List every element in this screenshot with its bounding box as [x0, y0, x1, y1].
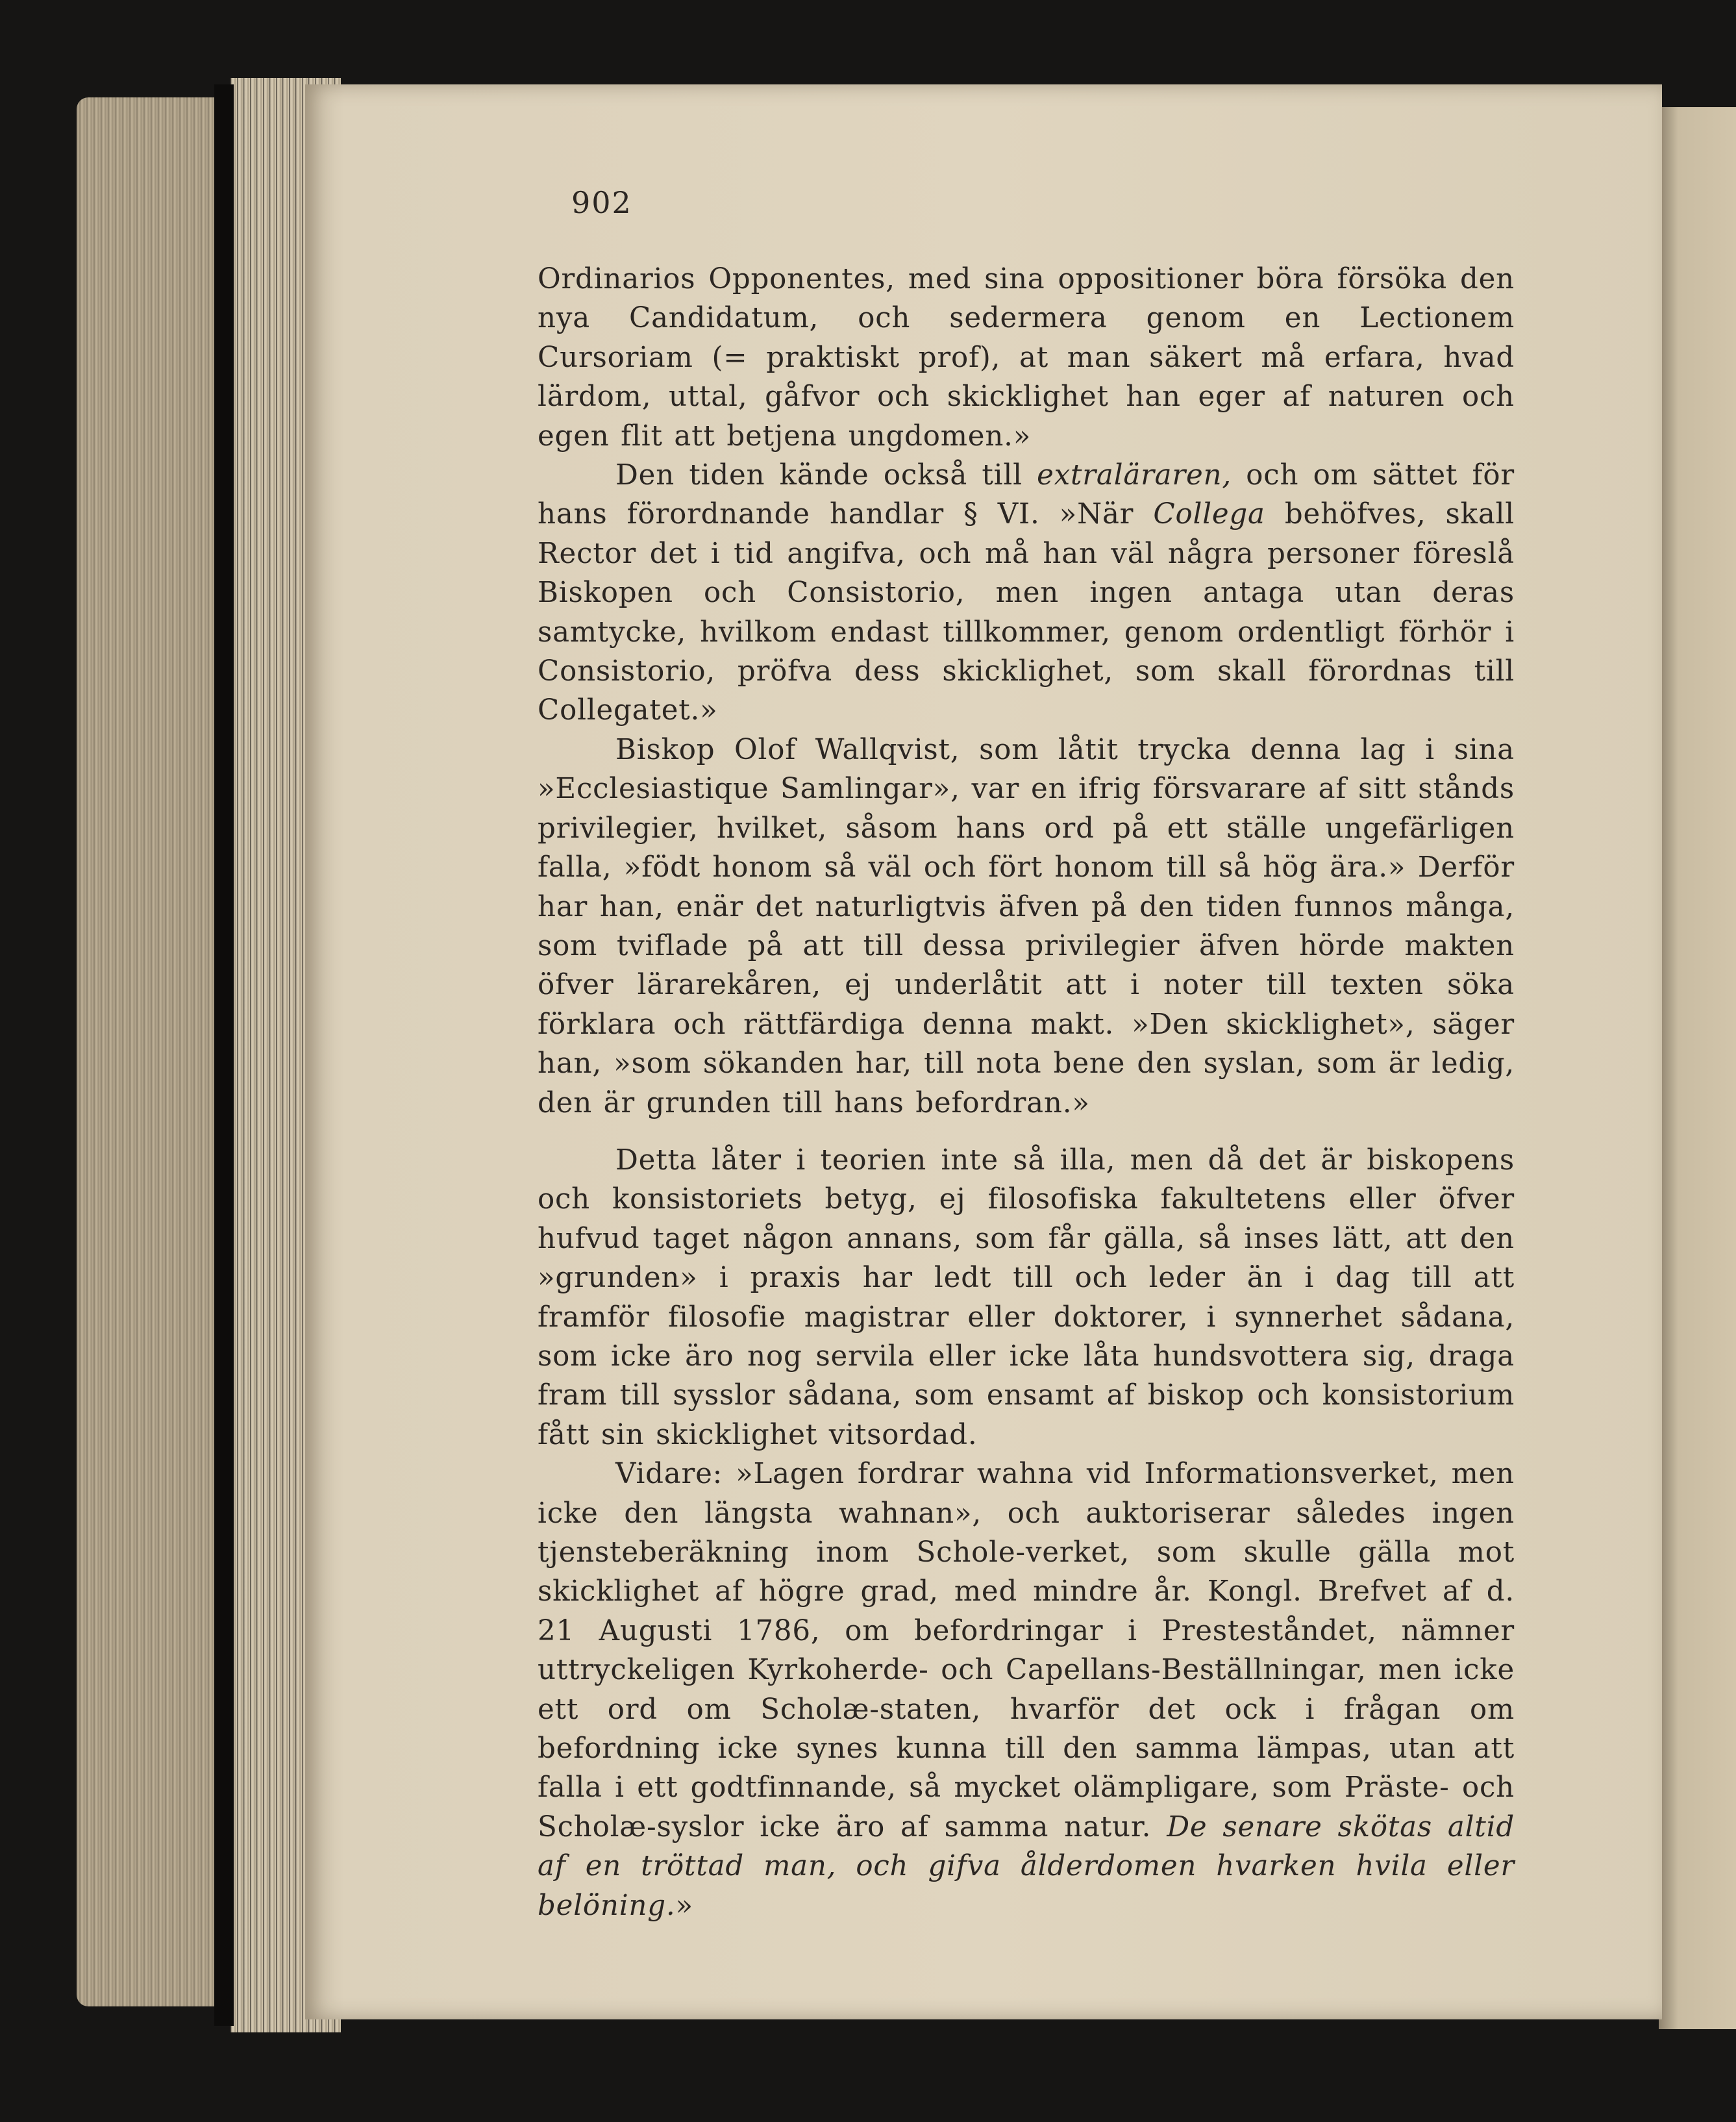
paragraph-5-text: Vidare: »Lagen fordrar wahna vid Informationsverket, men icke den längsta wahnan», och auktoriserar således ingen tjensteberäkning inom Schole-verket, som skulle gälla mot skicklighet af högre grad, med mindre år. Kongl. Brefvet af d. 21 Augusti 1786, om befordringar i Presteståndet, nämner uttryckeligen Kyrkoherde- och Capellans-Beställningar, men icke ett ord om Scholæ-staten, hvarför det ock i frågan om befordning icke synes kunna till den samma lämpas, utan att falla i ett godtfinnande, så mycket olämpligare, som Präste- och Scholæ-syslor icke äro af samma natur.: [538, 1458, 1515, 1843]
page-text: [538, 260, 1515, 1925]
paragraph-2-after: behöfves, skall Rector det i tid angifva, och må han väl några personer föreslå Biskopen och Consistorio, men ingen antaga utan deras samtycke, hvilkom endast tillkommer, genom ordentligt förhör i Consistorio, pröfva dess skicklighet, som skall förordnas till Collegatet.»: [538, 498, 1515, 727]
book-page-edges: [77, 97, 232, 2006]
paragraph-2-middle: och om sättet för hans förordnande handlar § VI. »När: [538, 459, 1515, 531]
paragraph-2-italic-b: Collega: [1153, 498, 1265, 531]
paragraph-5-closing: »: [675, 1889, 693, 1922]
paragraph-5-italic: De senare skötas altid af en tröttad man, och gifva ålderdomen hvarken hvila eller belöning.: [538, 1810, 1515, 1922]
facing-page-edge: [1659, 107, 1736, 2029]
paragraph-3: Biskop Olof Wallqvist, som låtit trycka denna lag i sina »Ecclesiastique Samlingar», var en ifrig försvarare af sitt stånds privilegier, hvilket, såsom hans ord på ett ställe ungefärligen falla, »födt honom så väl och fört honom till så hög ära.» Derför har han, enär det naturligtvis äfven på den tiden funnos många, som tviflade på att till dessa privilegier äfven hörde makten öfver lärarekåren, ej underlåtit att i noter till texten söka förklara och rättfärdiga denna makt. »Den skicklighet», säger han, »som sökanden har, till nota bene den syslan, som är ledig, den är grunden till hans befordran.»: [538, 733, 1515, 1119]
paragraph-2-italic-a: extraläraren,: [1037, 459, 1232, 492]
paragraph-1: Ordinarios Opponentes, med sina oppositioner böra försöka den nya Candidatum, och sedermera genom en Lectionem Cursoriam (= praktiskt prof), at man säkert må erfara, hvad lärdom, uttal, gåfvor och skicklighet han eger af naturen och egen flit att betjena ungdomen.»: [538, 263, 1515, 453]
paragraph-5: [538, 1454, 1515, 1925]
binding-shadow: [214, 84, 234, 2026]
paragraph-4: Detta låter i teorien inte så illa, men då det är biskopens och konsistoriets betyg, ej filosofiska fakultetens eller öfver hufvud taget någon annans, som får gälla, så inses lätt, att den »grunden» i praxis har ledt till och leder än i dag till att framför filosofie magistrar eller doktorer, i synnerhet sådana, som icke äro nog servila eller icke låta hundsvottera sig, draga fram till sysslor sådana, som ensamt af biskop och konsistorium fått sin skicklighet vitsordad.: [538, 1143, 1515, 1451]
page-number: 902: [571, 185, 632, 220]
paragraph-2: [538, 456, 1515, 730]
paragraph-2-before: Den tiden kände också till: [615, 459, 1037, 492]
